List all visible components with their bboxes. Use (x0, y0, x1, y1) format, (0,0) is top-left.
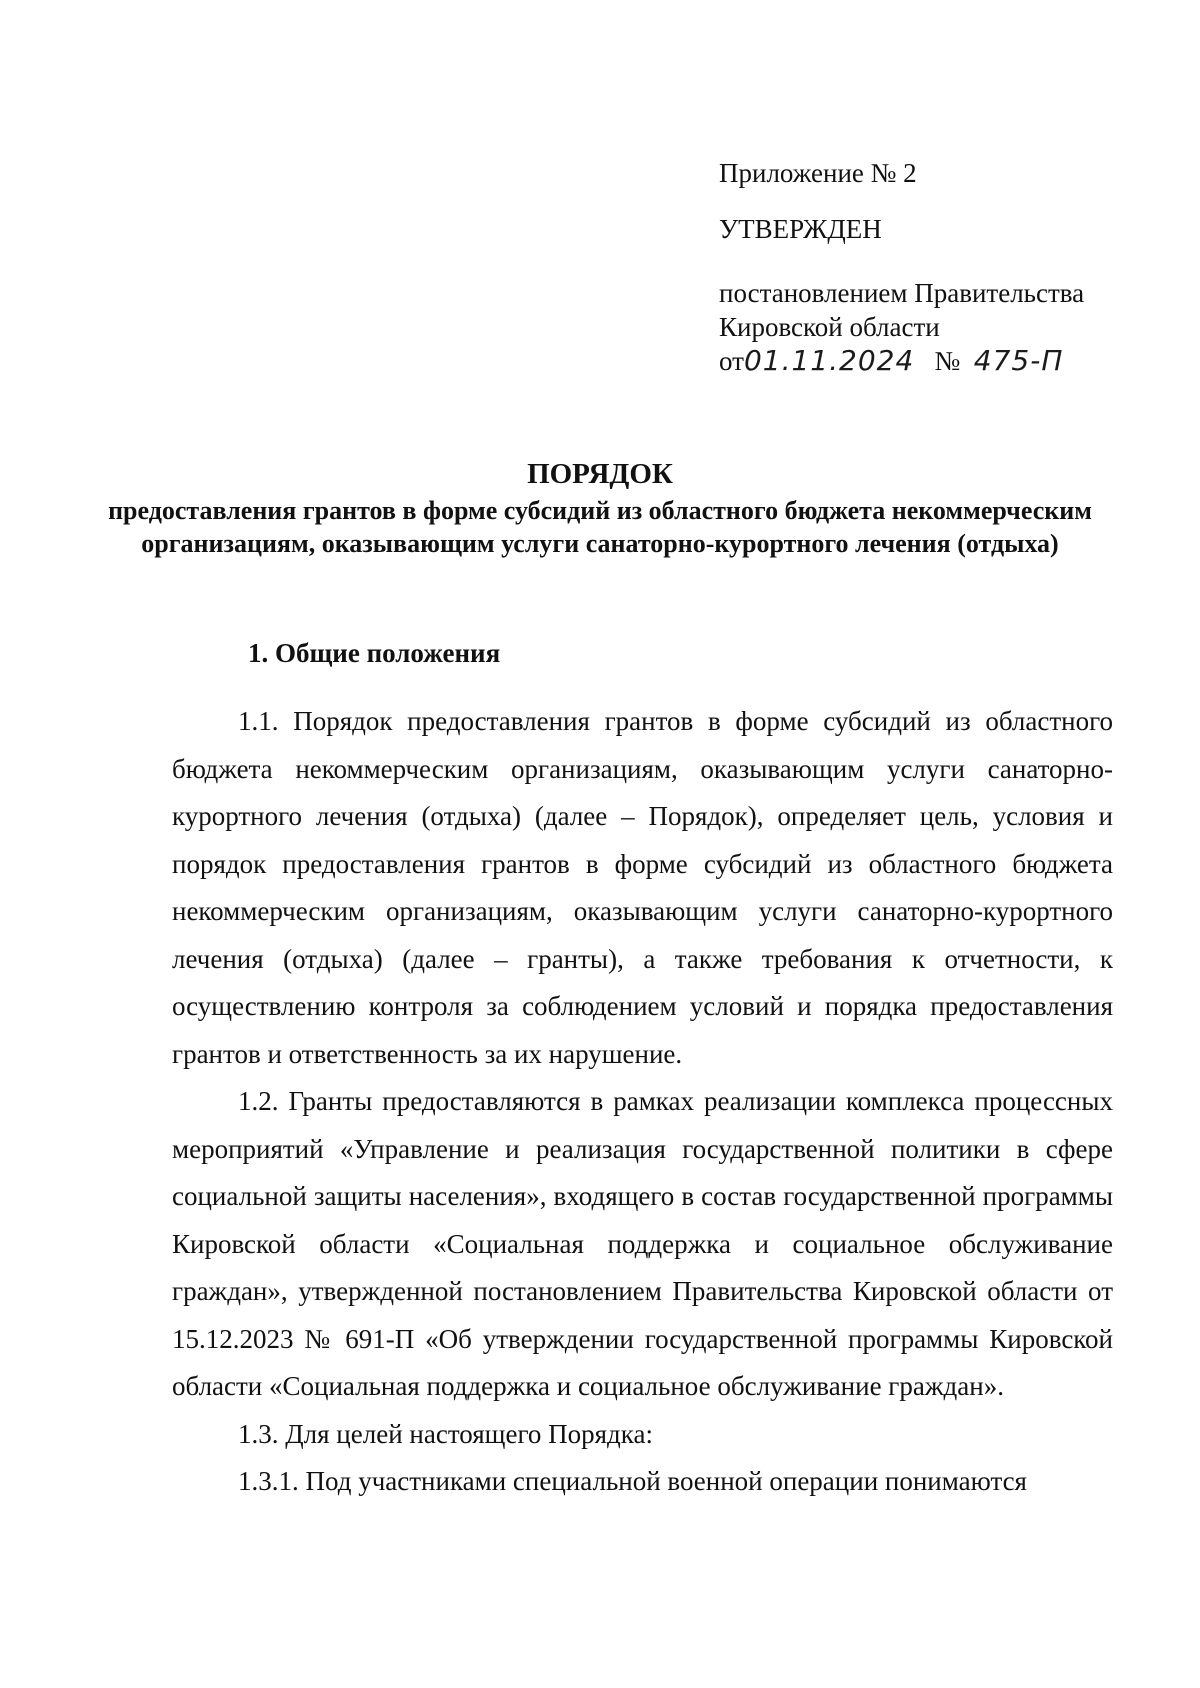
section-heading: 1. Общие положения (248, 638, 501, 668)
decree-line-1: постановлением Правительства (719, 278, 1085, 308)
paragraph-1-2: 1.2. Гранты предоставляются в рамках реализации комплекса процессных мероприятий «Управление и реализация государственной политики в сфере социальной защиты населения», входящего в состав государственной программы Кировской области «Социальная поддержка и социальное обслуживание граждан», утвержденной постановлением Правительства Кировской области от 15.12.2023 № 691-П «Об утверждении государственной программы Кировской области «Социальная поддержка и социальное обслуживание граждан». (172, 1086, 1113, 1401)
title-subtitle: предоставления грантов в форме субсидий из областного бюджета некоммерческим организациям, оказывающим услуги санаторно-курортного лечения (отдыха) (108, 496, 1092, 558)
document-title (100, 456, 1100, 560)
appendix-label: Приложение № 2 (719, 158, 917, 188)
paragraph-1-3-1: 1.3.1. Под участниками специальной военной операции понимаются (238, 1466, 1027, 1496)
title-main: ПОРЯДОК (527, 458, 673, 490)
paragraph-1-1: 1.1. Порядок предоставления грантов в форме субсидий из областного бюджета некоммерческим организациям, оказывающим услуги санаторно-курортного лечения (отдыха) (далее – Порядок), определяет цель, условия и порядок предоставления грантов в форме субсидий из областного бюджета некоммерческим организациям, оказывающим услуги санаторно-курортного лечения (отдыха) (далее – гранты), а также требования к отчетности, к осуществлению контроля за соблюдением условий и порядка предоставления грантов и ответственность за их нарушение. (172, 706, 1113, 1069)
handwritten-number: 475-П (973, 344, 1064, 377)
handwritten-date: 01.11.2024 (743, 344, 915, 377)
body-text (172, 698, 1113, 1506)
decree-line-2: Кировской области (719, 312, 940, 342)
paragraph-1-3: 1.3. Для целей настоящего Порядка: (238, 1418, 653, 1449)
decree-date-line (719, 344, 1159, 378)
number-prefix: № (934, 346, 961, 376)
approval-block (719, 156, 1159, 378)
date-prefix: от (719, 346, 744, 376)
approved-label: УТВЕРЖДЕН (719, 214, 882, 244)
